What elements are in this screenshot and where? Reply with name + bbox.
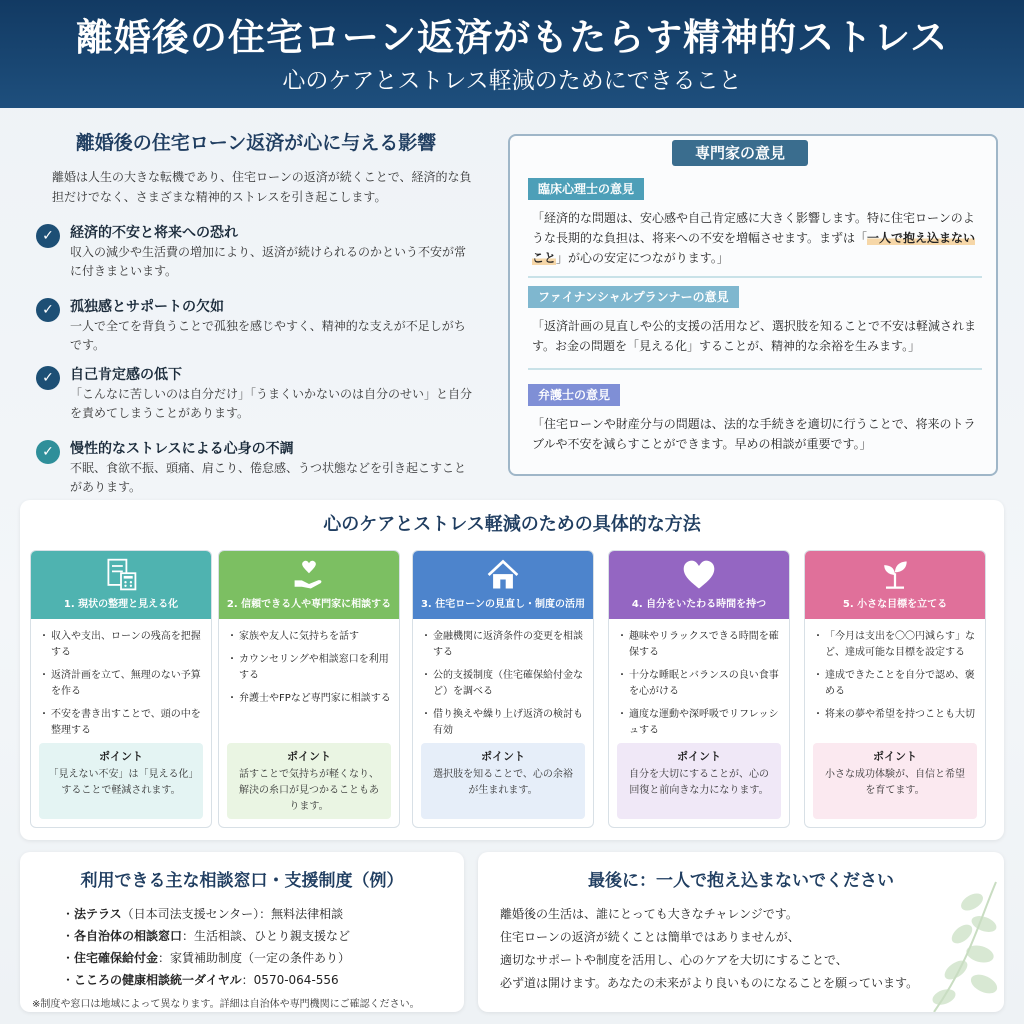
expert-box-title: 専門家の意見 [672, 140, 808, 166]
method-card [608, 550, 790, 828]
point-box [813, 743, 977, 819]
impact-item [36, 223, 476, 281]
point-label: ポイント [287, 750, 331, 763]
method-card-header [609, 551, 789, 619]
list-item: ・ 法テラス（日本司法支援センター）：無料法律相談 [62, 903, 464, 925]
house-icon [485, 557, 521, 593]
method-list [609, 619, 789, 739]
impact-item [36, 365, 476, 423]
list-item: ・ 住宅確保給付金：家賃補助制度（一定の条件あり） [62, 947, 464, 969]
support-note: ※制度や窓口は地域によって異なります。詳細は自治体や専門機関にご確認ください。 [32, 999, 420, 1010]
impact-item-text: 一人で全てを背負うことで孤独を感じやすく、精神的な支えが不足しがちです。 [70, 319, 466, 352]
list-item: ・ 金融機関に返済条件の変更を相談する [423, 629, 585, 661]
impact-item-title: 経済的不安と将来への恐れ [70, 225, 238, 241]
expert-tag: 臨床心理士の意見 [528, 178, 644, 200]
hand-heart-icon [291, 557, 327, 593]
impact-item [36, 297, 476, 355]
expert-section-lawyer [528, 384, 982, 454]
check-circle-icon: ✓ [36, 366, 60, 390]
method-card-title: 1. 現状の整理と見える化 [63, 599, 179, 610]
impact-item-title: 孤独感とサポートの欠如 [70, 299, 224, 315]
method-card [218, 550, 400, 828]
check-circle-icon: ✓ [36, 298, 60, 322]
expert-section-psychologist [528, 178, 982, 268]
list-item: ・ 不安を書き出すことで、頭の中を整理する [41, 707, 203, 739]
impact-item-text: 収入の減少や生活費の増加により、返済が続けられるのかという不安が常に付きまといます。 [70, 245, 467, 278]
list-item: ・ 適度な運動や深呼吸でリフレッシュする [619, 707, 781, 739]
method-card-title: 5. 小さな目標を立てる [842, 599, 948, 610]
support-list [62, 903, 464, 991]
method-card-header [805, 551, 985, 619]
closing-message-box [478, 852, 1004, 1012]
list-item: ・ 借り換えや繰り上げ返済の検討も有効 [423, 707, 585, 739]
method-card [804, 550, 986, 828]
list-item: ・ 「今月は支出を〇〇円減らす」など、達成可能な目標を設定する [815, 629, 977, 661]
closing-text: 離婚後の生活は、誰にとっても大きなチャレンジです。 住宅ローンの返済が続くことは簡単ではありませんが、 適切なサポートや制度を活用し、心のケアを大切にすることで、 必ず道は開けます。あなたの未来がより良いものになることを願っています。 [500, 907, 919, 990]
impact-section [36, 128, 476, 497]
point-label: ポイント [677, 750, 721, 763]
methods-heading: 心のケアとストレス軽減のための具体的な方法 [323, 514, 701, 535]
impact-item-title: 慢性的なストレスによる心身の不調 [70, 441, 294, 457]
method-list [31, 619, 211, 739]
point-text: 選択肢を知ることで、心の余裕が生まれます。 [433, 769, 573, 796]
method-card-title: 3. 住宅ローンの見直し・制度の活用 [420, 599, 586, 610]
calculator-icon [103, 557, 139, 593]
impact-item-text: 不眠、食欲不振、頭痛、肩こり、倦怠感、うつ状態などを引き起こすことがあります。 [70, 461, 467, 494]
point-label: ポイント [873, 750, 917, 763]
method-card-header [31, 551, 211, 619]
impact-lead: 離婚は人生の大きな転機であり、住宅ローンの返済が続くことで、経済的な負担だけでなく、さまざまな精神的ストレスを引き起こします。 [52, 170, 472, 204]
list-item: ・ 家族や友人に気持ちを話す [229, 629, 391, 645]
sprout-icon [877, 557, 913, 593]
methods-panel [20, 500, 1004, 840]
list-item: ・ 十分な睡眠とバランスの良い食事を心がける [619, 668, 781, 700]
list-item: ・ 達成できたことを自分で認め、褒める [815, 668, 977, 700]
impact-item [36, 439, 476, 497]
point-label: ポイント [99, 750, 143, 763]
point-text: 「見えない不安」は「見える化」することで軽減されます。 [48, 769, 194, 796]
list-item: ・ 各自治体の相談窓口：生活相談、ひとり親支援など [62, 925, 464, 947]
method-card-title: 2. 信頼できる人や専門家に相談する [226, 599, 392, 610]
method-card [30, 550, 212, 828]
support-heading: 利用できる主な相談窓口・支援制度（例） [80, 871, 404, 891]
expert-quote: 「住宅ローンや財産分与の問題は、法的な手続きを適切に行うことで、将来のトラブルや不安を減らすことができます。早めの相談が重要です。」 [532, 417, 976, 451]
impact-item-text: 「こんなに苦しいのは自分だけ」「うまくいかないのは自分のせい」と自分を責めてしまうことがあります。 [70, 387, 473, 420]
method-list [219, 619, 399, 707]
point-box [227, 743, 391, 819]
method-list [805, 619, 985, 723]
page-header [0, 0, 1024, 108]
heart-icon [681, 557, 717, 593]
expert-section-fp [528, 286, 982, 356]
divider [528, 276, 982, 278]
list-item: ・ カウンセリングや相談窓口を利用する [229, 652, 391, 684]
divider [528, 368, 982, 370]
impact-item-title: 自己肯定感の低下 [70, 367, 182, 383]
method-card-title: 4. 自分をいたわる時間を持つ [631, 599, 767, 610]
point-box [39, 743, 203, 819]
highlight-text: 一人で抱え込まないこと [532, 231, 976, 265]
page-title: 離婚後の住宅ローン返済がもたらす精神的ストレス [75, 15, 949, 59]
list-item: ・ 返済計画を立て、無理のない予算を作る [41, 668, 203, 700]
check-circle-icon: ✓ [36, 224, 60, 248]
point-box [617, 743, 781, 819]
point-text: 話すことで気持ちが軽くなり、解決の糸口が見つかることもあります。 [239, 769, 379, 812]
expert-quote: 「返済計画の見直しや公的支援の活用など、選択肢を知ることで不安は軽減されます。お金の問題を「見える化」することが、精神的な余裕を生みます。」 [532, 319, 977, 353]
expert-tag: ファイナンシャルプランナーの意見 [528, 286, 739, 308]
expert-opinions-box [508, 134, 998, 476]
list-item: ・ 公的支援制度（住宅確保給付金など）を調べる [423, 668, 585, 700]
point-text: 自分を大切にすることが、心の回復と前向きな力になります。 [629, 769, 769, 796]
list-item: ・ 弁護士やFPなど専門家に相談する [229, 691, 391, 707]
method-list [413, 619, 593, 739]
list-item: ・ 趣味やリラックスできる時間を確保する [619, 629, 781, 661]
point-box [421, 743, 585, 819]
method-card [412, 550, 594, 828]
point-label: ポイント [481, 750, 525, 763]
method-card-header [413, 551, 593, 619]
expert-tag: 弁護士の意見 [528, 384, 620, 406]
list-item: ・ 収入や支出、ローンの残高を把握する [41, 629, 203, 661]
impact-heading: 離婚後の住宅ローン返済が心に与える影響 [75, 132, 437, 154]
list-item: ・ こころの健康相談統一ダイヤル：0570-064-556 [62, 969, 464, 991]
point-text: 小さな成功体験が、自信と希望を育てます。 [825, 769, 965, 796]
support-resources-box [20, 852, 464, 1012]
check-circle-icon: ✓ [36, 440, 60, 464]
method-card-header [219, 551, 399, 619]
expert-quote: 「経済的な問題は、安心感や自己肯定感に大きく影響します。特に住宅ローンのような長期的な負担は、将来への不安を増幅させます。まずは「一人で抱え込まないこと」が心の安定につながります。」 [532, 211, 976, 265]
page-subtitle: 心のケアとストレス軽減のためにできること [282, 68, 742, 94]
list-item: ・ 将来の夢や希望を持つことも大切 [815, 707, 977, 723]
closing-heading: 最後に：一人で抱え込まないでください [588, 871, 894, 891]
